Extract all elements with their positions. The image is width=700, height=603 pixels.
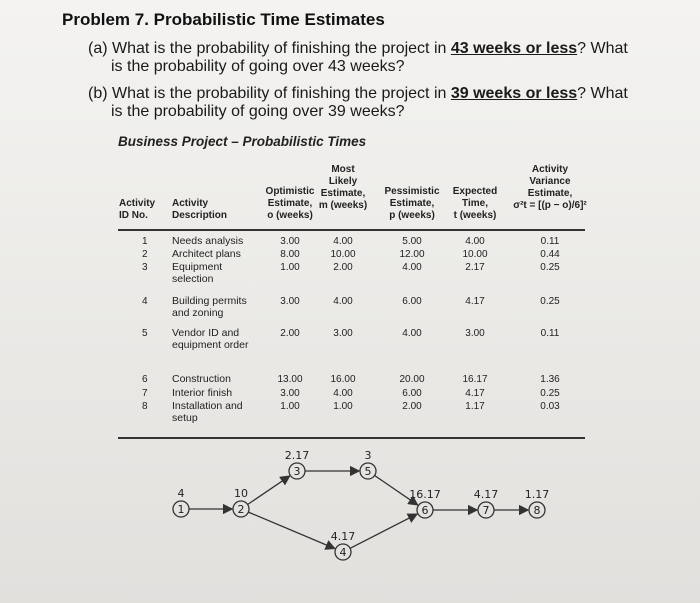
header-line: Estimate,	[320, 188, 366, 199]
network-node-time: 1.17	[524, 488, 550, 501]
cell-pessimistic: 2.00	[402, 401, 422, 412]
header-line: Most	[331, 164, 355, 175]
cell-optimistic: 13.00	[277, 374, 303, 385]
network-node-id: 3	[293, 465, 301, 478]
network-node-id: 7	[482, 504, 490, 517]
question-b-tail: ? What	[577, 85, 628, 102]
header-line: p (weeks)	[389, 210, 435, 221]
cell-optimistic: 3.00	[280, 236, 300, 247]
network-node-time: 4	[177, 487, 185, 500]
header-line: Pessimistic	[384, 186, 440, 197]
network-node-time: 4.17	[473, 488, 499, 501]
network-node-id: 4	[339, 546, 347, 559]
network-arrow	[350, 514, 417, 548]
header-line: t (weeks)	[453, 210, 497, 221]
network-node-id: 5	[364, 465, 372, 478]
question-a-text: (a) What is the probability of finishing the project in	[88, 40, 451, 57]
cell-variance: 0.25	[540, 296, 560, 307]
cell-activity-id: 7	[142, 388, 148, 399]
header-line: Expected	[452, 186, 498, 197]
cell-expected: 10.00	[462, 249, 488, 260]
cell-most-likely: 4.00	[333, 236, 353, 247]
cell-description: Vendor ID and equipment order	[172, 327, 249, 351]
cell-description: Building permits and zoning	[172, 295, 247, 319]
header-line: Likely	[328, 176, 358, 187]
cell-description: Installation and setup	[172, 400, 243, 424]
network-arrow	[248, 512, 334, 548]
cell-variance: 0.25	[540, 388, 560, 399]
cell-expected: 3.00	[465, 328, 485, 339]
cell-pessimistic: 12.00	[399, 249, 425, 260]
cell-pessimistic: 5.00	[402, 236, 422, 247]
cell-pessimistic: 6.00	[402, 296, 422, 307]
cell-description: Architect plans	[172, 248, 241, 260]
network-node-time: 4.17	[330, 530, 356, 543]
cell-activity-id: 4	[142, 296, 148, 307]
network-node-time: 2.17	[284, 449, 310, 462]
cell-most-likely: 3.00	[333, 328, 353, 339]
cell-expected: 2.17	[465, 262, 485, 273]
cell-activity-id: 2	[142, 249, 148, 260]
cell-description: Construction	[172, 373, 231, 385]
question-b-line2: is the probability of going over 39 weeks?	[111, 103, 405, 120]
cell-optimistic: 8.00	[280, 249, 300, 260]
question-b-text: (b) What is the probability of finishing the project in	[88, 85, 451, 102]
cell-optimistic: 1.00	[280, 401, 300, 412]
cell-description: Equipment selection	[172, 261, 223, 285]
cell-activity-id: 6	[142, 374, 148, 385]
cell-description: Interior finish	[172, 387, 233, 399]
cell-expected: 4.17	[465, 296, 485, 307]
header-line: Variance	[529, 176, 571, 187]
cell-optimistic: 2.00	[280, 328, 300, 339]
header-line: Optimistic	[265, 186, 315, 197]
header-line: Description	[172, 210, 228, 221]
cell-variance: 0.25	[540, 262, 560, 273]
cell-variance: 0.11	[540, 236, 560, 247]
cell-most-likely: 4.00	[333, 388, 353, 399]
header-line: Activity	[119, 198, 156, 209]
cell-pessimistic: 20.00	[399, 374, 425, 385]
cell-optimistic: 3.00	[280, 296, 300, 307]
cell-activity-id: 3	[142, 262, 148, 273]
header-line: σ²t = [(p − o)/6]²	[513, 200, 587, 211]
network-node-id: 1	[177, 503, 185, 516]
cell-expected: 4.17	[465, 388, 485, 399]
cell-optimistic: 3.00	[280, 388, 300, 399]
problem-title: Problem 7. Probabilistic Time Estimates	[62, 10, 385, 29]
question-a-emphasis: 43 weeks or less	[450, 40, 578, 57]
header-line: o (weeks)	[267, 210, 313, 221]
cell-most-likely: 16.00	[330, 374, 356, 385]
cell-most-likely: 1.00	[333, 401, 353, 412]
cell-optimistic: 1.00	[280, 262, 300, 273]
header-line: Estimate,	[527, 188, 573, 199]
cell-pessimistic: 4.00	[402, 328, 422, 339]
header-line: Activity	[172, 198, 209, 209]
question-a-tail: ? What	[577, 40, 628, 57]
cell-expected: 16.17	[462, 374, 488, 385]
header-line: ID No.	[119, 210, 148, 221]
cell-activity-id: 1	[142, 236, 148, 247]
question-b-emphasis: 39 weeks or less	[450, 85, 578, 102]
network-node-time: 16.17	[409, 488, 441, 501]
network-arrow	[248, 476, 290, 504]
cell-most-likely: 4.00	[333, 296, 353, 307]
header-line: Activity	[531, 164, 569, 175]
cell-expected: 4.00	[465, 236, 485, 247]
network-node-time: 10	[234, 487, 248, 500]
cell-most-likely: 2.00	[333, 262, 353, 273]
cell-most-likely: 10.00	[330, 249, 356, 260]
network-node-id: 6	[421, 504, 429, 517]
question-a-line2: is the probability of going over 43 weeks?	[111, 58, 405, 75]
cell-variance: 0.44	[540, 249, 560, 260]
header-line: Estimate,	[267, 198, 313, 209]
network-node-id: 8	[533, 504, 541, 517]
network-node-time: 3	[364, 449, 372, 462]
header-line: Estimate,	[389, 198, 435, 209]
cell-variance: 1.36	[540, 374, 560, 385]
header-line: Time,	[462, 198, 488, 209]
cell-pessimistic: 4.00	[402, 262, 422, 273]
cell-variance: 0.03	[540, 401, 560, 412]
cell-variance: 0.11	[540, 328, 560, 339]
header-line: m (weeks)	[318, 200, 368, 211]
network-node-id: 2	[237, 503, 245, 516]
table-title: Business Project – Probabilistic Times	[118, 134, 367, 149]
cell-activity-id: 8	[142, 401, 148, 412]
cell-activity-id: 5	[142, 328, 148, 339]
cell-expected: 1.17	[465, 401, 485, 412]
cell-pessimistic: 6.00	[402, 388, 422, 399]
cell-description: Needs analysis	[172, 235, 244, 247]
